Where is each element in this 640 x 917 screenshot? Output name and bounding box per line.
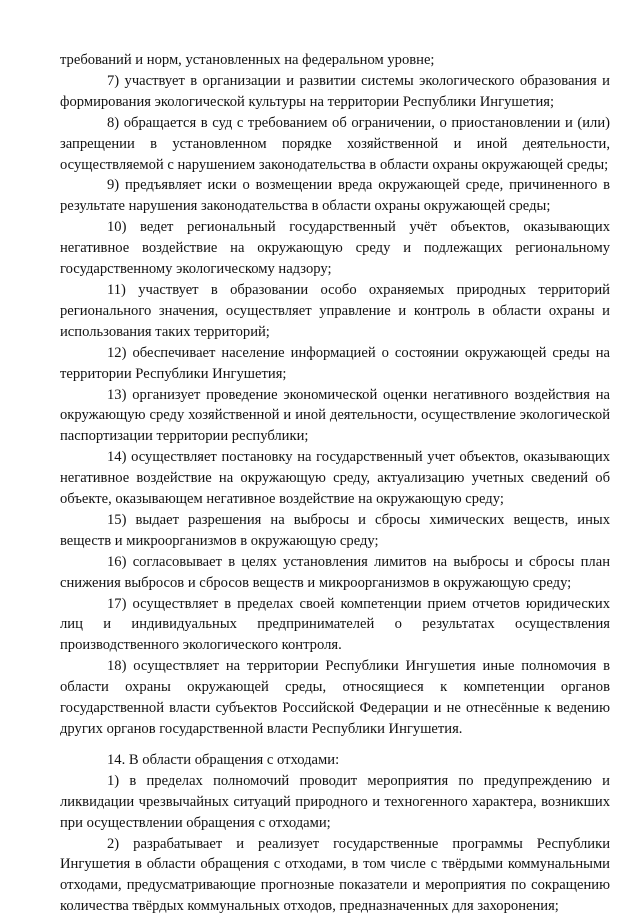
paragraph-waste-item-1: 1) в пределах полномочий проводит мероприятия по предупреждению и ликвидации чрезвычайных ситуаций природного и техногенного характера, возникших при осуществлении обращения с отходами; [60,772,610,831]
section-heading-waste: 14. В области обращения с отходами: [107,751,340,768]
paragraph-item-11: 11) участвует в образовании особо охраняемых природных территорий регионального значения, осуществляет управление и контроль в области охраны и использования таких территорий; [60,281,610,340]
paragraph-item-15: 15) выдает разрешения на выбросы и сбросы химических веществ, иных веществ и микроорганизмов в окружающую среду; [60,511,610,549]
paragraph-item-8: 8) обращается в суд с требованием об ограничении, о приостановлении и (или) запрещении в установленном порядке хозяйственной и иной деятельности, осуществляемой с нарушением законодательства в области охраны окружающей среды; [60,114,610,173]
paragraph-item-9: 9) предъявляет иски о возмещении вреда окружающей среде, причиненного в результате нарушения законодательства в области охраны окружающей среды; [60,177,610,215]
paragraph-item-14: 14) осуществляет постановку на государственный учет объектов, оказывающих негативное воздействие на окружающую среду, актуализацию учетных сведений об объекте, оказывающем негативное воздействие на окружающую среду; [60,449,610,508]
paragraph-waste-item-2: 2) разрабатывает и реализует государственные программы Республики Ингушетия в области обращения с отходами, в том числе с твёрдыми коммунальными отходами, предусматривающие прогнозные показатели и мероприятия по сокращению количества твёрдых коммунальных отходов, предназначенных для захоронения; [60,835,610,915]
paragraph-item-10: 10) ведет региональный государственный учёт объектов, оказывающих негативное воздействие на окружающую среду и подлежащих региональному государственному экологическому надзору; [60,219,610,278]
document-page [60,50,610,917]
paragraph-item-18: 18) осуществляет на территории Республики Ингушетия иные полномочия в области охраны окружающей среды, относящиеся к компетенции органов государственной власти субъектов Российской Федерации и не отнесённые к ведению других органов государственной власти Республики Ингушетия. [60,658,610,737]
paragraph-item-17: 17) осуществляет в пределах своей компетенции прием отчетов юридических лиц и индивидуальных предпринимателей о результатах осуществления производственного экологического контроля. [60,595,610,654]
paragraph-item-16: 16) согласовывает в целях установления лимитов на выбросы и сбросы план снижения выбросов и сбросов веществ и микроорганизмов в окружающую среду; [60,553,610,591]
paragraph-item-13: 13) организует проведение экономической оценки негативного воздействия на окружающую среду хозяйственной и иной деятельности, осуществление экологической паспортизации территории республики; [60,386,610,445]
paragraph-item-12: 12) обеспечивает население информацией о состоянии окружающей среды на территории Республики Ингушетия; [60,344,610,382]
paragraph-continuation: требований и норм, установленных на федеральном уровне; [60,52,435,68]
paragraph-item-7: 7) участвует в организации и развитии системы экологического образования и формирования экологической культуры на территории Республики Ингушетия; [60,72,610,110]
